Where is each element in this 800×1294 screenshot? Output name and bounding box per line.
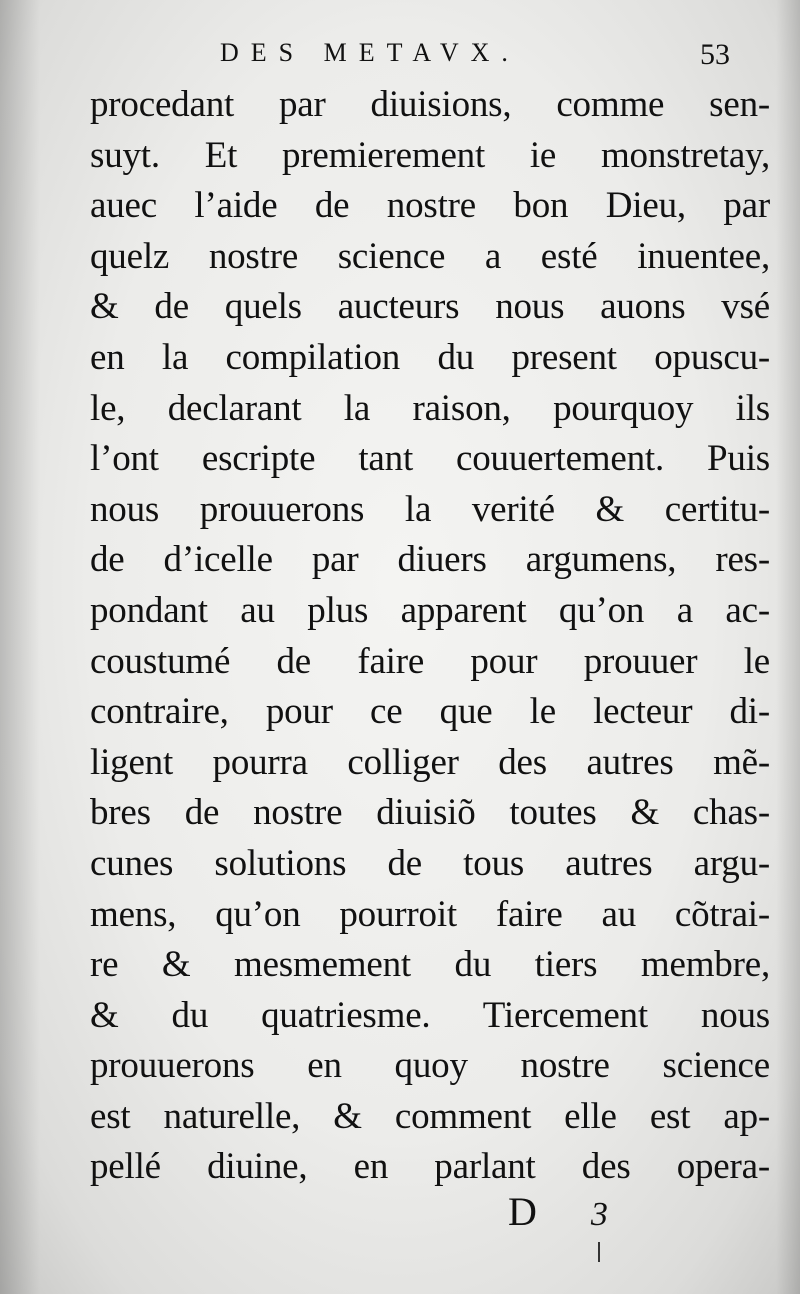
text-line: quelz nostre science a esté inuentee, <box>90 235 770 277</box>
binding-shadow <box>0 0 40 1294</box>
signature-letter: D <box>508 1189 537 1234</box>
text-line: est naturelle, & comment elle est ap- <box>90 1095 770 1137</box>
running-head <box>0 38 800 78</box>
text-line: en la compilation du present opuscu- <box>90 336 770 378</box>
text-line: coustumé de faire pour prouuer le <box>90 640 770 682</box>
text-line: le, declarant la raison, pourquoy ils <box>90 387 770 429</box>
text-line: cunes solutions de tous autres argu- <box>90 842 770 884</box>
text-line: nous prouuerons la verité & certitu- <box>90 488 770 530</box>
text-line: prouuerons en quoy nostre science <box>90 1045 770 1087</box>
text-line: pondant au plus apparent qu’on a ac- <box>90 589 770 631</box>
catchword-tick <box>598 1242 600 1262</box>
signature-number: 3 <box>590 1196 608 1233</box>
text-line: ligent pourra colliger des autres mẽ- <box>90 741 770 783</box>
body-text <box>90 80 770 1193</box>
text-line: & de quels aucteurs nous auons vsé <box>90 286 770 328</box>
page-number: 53 <box>700 38 730 71</box>
text-line: pellé diuine, en parlant des opera- <box>90 1146 770 1188</box>
text-line: contraire, pour ce que le lecteur di- <box>90 691 770 733</box>
text-line: auec l’aide de nostre bon Dieu, par <box>90 185 770 227</box>
text-line: suyt. Et premierement ie monstretay, <box>90 134 770 176</box>
text-line: re & mesmement du tiers membre, <box>90 944 770 986</box>
text-line: & du quatriesme. Tiercement nous <box>90 994 770 1036</box>
text-line: l’ont escripte tant couuertement. Puis <box>90 438 770 480</box>
signature-mark <box>508 1188 608 1235</box>
text-line: de d’icelle par diuers argumens, res- <box>90 539 770 581</box>
text-line: bres de nostre diuisiõ toutes & chas- <box>90 792 770 834</box>
outer-edge-shadow <box>776 0 800 1294</box>
text-line: mens, qu’on pourroit faire au cõtrai- <box>90 893 770 935</box>
text-line: procedant par diuisions, comme sen- <box>90 84 770 125</box>
running-head-title: DES METAVX. <box>220 38 520 67</box>
